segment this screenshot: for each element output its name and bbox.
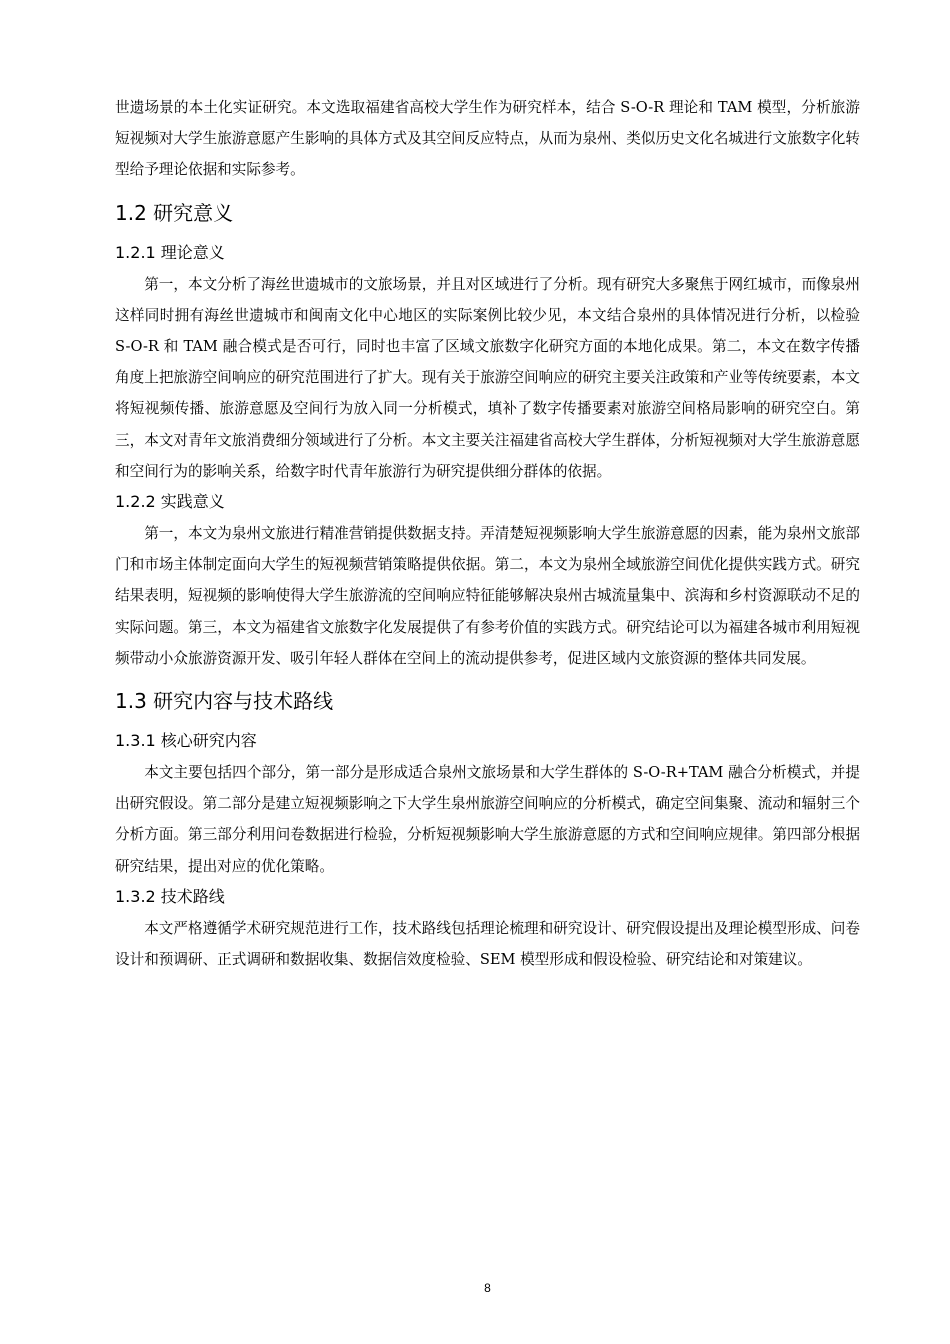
section-heading-1-3: 1.3 研究内容与技术路线 xyxy=(115,689,334,714)
paragraph-continuation: 世遗场景的本土化实证研究。本文选取福建省高校大学生作为研究样本，结合 S-O-R 理论和 TAM 模型，分析旅游短视频对大学生旅游意愿产生影响的具体方式及其空间反应特点，从而为泉州、类似历史文化名城进行文旅数字化转型给予理论依据和实际参考。 xyxy=(115,99,860,179)
section-heading-1-2: 1.2 研究意义 xyxy=(115,200,234,225)
paragraph-practical-significance: 第一，本文为泉州文旅进行精准营销提供数据支持。弄清楚短视频影响大学生旅游意愿的因素，能为泉州文旅部门和市场主体制定面向大学生的短视频营销策略提供依据。第二，本文为泉州全域旅游空间优化提供实践方式。研究结果表明，短视频的影响使得大学生旅游流的空间响应特征能够解决泉州古城流量集中、滨海和乡村资源联动不足的实际问题。第三，本文为福建省文旅数字化发展提供了有参考价值的实践方式。研究结论可以为福建各城市利用短视频带动小众旅游资源开发、吸引年轻人群体在空间上的流动提供参考，促进区域内文旅资源的整体共同发展。 xyxy=(115,525,860,667)
page-number: 8 xyxy=(484,1281,491,1295)
page-body xyxy=(115,92,860,975)
paragraph-technical-route: 本文严格遵循学术研究规范进行工作，技术路线包括理论梳理和研究设计、研究假设提出及理论模型形成、问卷设计和预调研、正式调研和数据收集、数据信效度检验、SEM 模型形成和假设检验、研究结论和对策建议。 xyxy=(115,919,860,969)
subsection-heading-1-3-2: 1.3.2 技术路线 xyxy=(115,886,225,906)
paragraph-theoretical-significance: 第一，本文分析了海丝世遗城市的文旅场景，并且对区域进行了分析。现有研究大多聚焦于网红城市，而像泉州这样同时拥有海丝世遗城市和闽南文化中心地区的实际案例比较少见，本文结合泉州的具体情况进行分析，以检验 S-O-R 和 TAM 融合模式是否可行，同时也丰富了区域文旅数字化研究方面的本地化成果。第二，本文在数字传播角度上把旅游空间响应的研究范围进行了扩大。现有关于旅游空间响应的研究主要关注政策和产业等传统要素，本文将短视频传播、旅游意愿及空间行为放入同一分析模式，填补了数字传播要素对旅游空间格局影响的研究空白。第三，本文对青年文旅消费细分领域进行了分析。本文主要关注福建省高校大学生群体，分析短视频对大学生旅游意愿和空间行为的影响关系，给数字时代青年旅游行为研究提供细分群体的依据。 xyxy=(115,275,860,480)
subsection-heading-1-2-2: 1.2.2 实践意义 xyxy=(115,492,225,512)
paragraph-core-content: 本文主要包括四个部分，第一部分是形成适合泉州文旅场景和大学生群体的 S-O-R+TAM 融合分析模式，并提出研究假设。第二部分是建立短视频影响之下大学生泉州旅游空间响应的分析模式，确定空间集聚、流动和辐射三个分析方面。第三部分利用问卷数据进行检验，分析短视频影响大学生旅游意愿的方式和空间响应规律。第四部分根据研究结果，提出对应的优化策略。 xyxy=(115,764,860,875)
subsection-heading-1-2-1: 1.2.1 理论意义 xyxy=(115,242,225,262)
subsection-heading-1-3-1: 1.3.1 核心研究内容 xyxy=(115,731,257,751)
